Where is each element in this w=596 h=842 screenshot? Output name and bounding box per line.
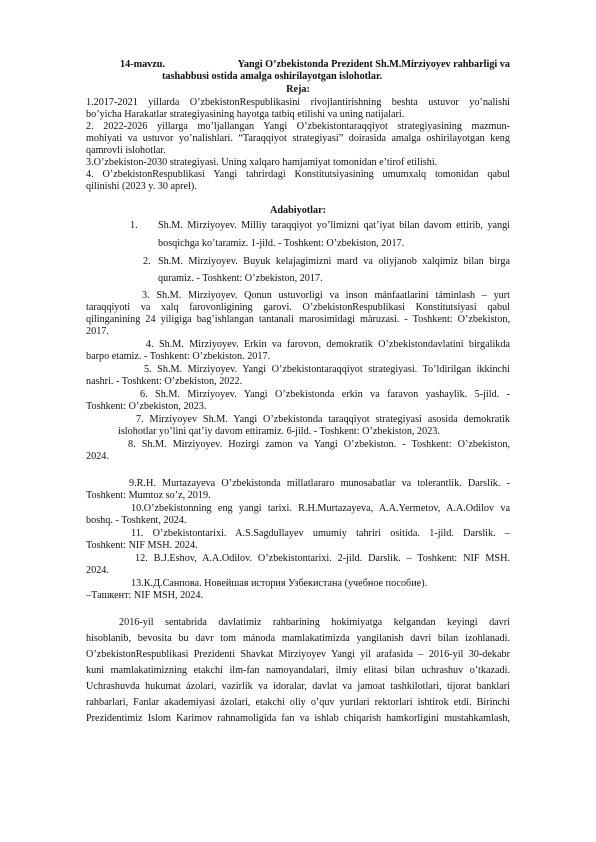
reference-4-line-2: barpo etamiz. - Toshkent: O’zbekiston. 2017. xyxy=(86,351,271,362)
reference-4-line-1: 4. Sh.M. Mirziyoyev. Erkin va farovon, demokratik O’zbekistondavlatini birgalikda xyxy=(146,339,510,350)
reference-3-line-4: 2017. xyxy=(86,326,109,337)
topic-title-line-2: tashabbusi ostida amalga oshirilayotgan islohotlar. xyxy=(162,71,383,82)
reference-11-line-2: Toshkent: NIF MSH. 2024. xyxy=(86,540,198,551)
references-heading: Adabiyotlar: xyxy=(269,205,327,216)
plan-item-1-line-1: 1.2017-2021 yillarda O’zbekistonRespublikasini rivojlantirishning beshta ustuvor yo’nalishi xyxy=(86,97,510,108)
reference-11-line-1: 11. O’zbekistontarixi. A.S.Sagdullayev umumiy tahriri ositida. 1-jild. Darslik. – xyxy=(131,528,510,539)
plan-item-3-line-1: 3.O’zbekiston-2030 strategiyasi. Uning xalqaro hamjamiyat tomonidan e’tirof etilishi. xyxy=(86,157,438,168)
body-paragraph-line-1: 2016-yil sentabrida davlatimiz rahbarining hokimiyatga kelgandan keyingi davri xyxy=(119,617,510,628)
reference-12-line-2: 2024. xyxy=(86,565,109,576)
body-paragraph-line-3: O’zbekistonRespublikasi Prezidenti Shavkat Mirziyoyev Yangi yil arafasida – 2016-yil 30-dekabr xyxy=(86,649,510,660)
reference-10-line-2: boshq. - Toshkent, 2024. xyxy=(86,515,187,526)
body-paragraph-line-6: rahbarlari, Fanlar akademiyasi ázolari, etakchi oliy o’quv yurtlari rektorlari ishtirok etdi. Birinchi xyxy=(86,697,510,708)
plan-item-2-line-2: mohiyati va ustuvor yo’nalishlari. “Taraqqiyot strategiyasi” doirasida amalga oshirilayotgan keng xyxy=(86,133,510,144)
reference-7-line-2: islohotlar yo’lini qat’iy davom ettiramiz. 6-jild. - Toshkent: O’zbekiston, 2023. xyxy=(118,426,440,437)
body-paragraph-line-5: Uchrashuvda hukumat ázolari, vazirlik va idoralar, davlat va jamoat tashkilotlari, tijorat banklari xyxy=(86,681,510,692)
reference-7-line-1: 7. Mirziyoyev Sh.M. Yangi O’zbekistonda taraqqiyot strategiyasi asosida demokratik xyxy=(136,414,510,425)
reference-13-line-2: –Ташкент: NIF MSH, 2024. xyxy=(86,590,203,601)
topic-title-line-1: Yangi O’zbekistonda Prezident Sh.M.Mirziyoyev rahbarligi va xyxy=(237,59,510,70)
reference-3-line-3: qilinganining 24 yiligiga bag’ishlangan tantanali marosimidagi màruzasi. - Toshkent: O’zbekiston, xyxy=(86,314,510,325)
body-paragraph-line-7: Prezidentimiz Islom Karimov rahnamoligida fan va ishlab chiqarish hamkorligini mustahkamlash, xyxy=(86,713,510,724)
reference-1-number: 1. xyxy=(130,220,138,231)
reference-1-line-2: bosqichga ko’taramiz. 1-jild. - Toshkent: O’zbekiston, 2017. xyxy=(158,238,405,249)
reference-8-line-2: 2024. xyxy=(86,451,109,462)
reference-13-line-1: 13.К.Д.Санпова. Новейшая история Узбекистана (учебное пособие). xyxy=(131,578,428,589)
reference-9-line-2: Toshkent: Mumtoz so’z, 2019. xyxy=(86,490,211,501)
plan-item-2-line-1: 2. 2022-2026 yillarga mo’ljallangan Yangi O’zbekistontaraqqiyot strategiyasining mazmun- xyxy=(86,121,510,132)
reference-6-line-1: 6. Sh.M. Mirziyoyev. Yangi O’zbekistonda erkin va faravon yashaylik. 5-jild. - xyxy=(140,389,510,400)
reference-12-line-1: 12. B.J.Eshov, A.A.Odilov. O’zbekistontarixi. 2-jild. Darslik. – Toshkent: NIF MSH. xyxy=(135,553,510,564)
reference-8-line-1: 8. Sh.M. Mirziyoyev. Hozirgi zamon va Yangi O’zbekiston. - Toshkent: O’zbekiston, xyxy=(128,439,510,450)
reference-10-line-1: 10.O’zbekistonning eng yangi tarixi. R.H.Murtazayeva, A.A.Yermetov, A.A.Odilov va xyxy=(131,503,510,514)
plan-item-4-line-2: qilinishi (2023 y. 30 aprel). xyxy=(86,181,197,192)
reference-3-line-2: taraqqiyoti va xalq farovonligining garovi. O’zbekistonRespublikasi Konstitutsiyasi qabul xyxy=(86,302,510,313)
body-paragraph-line-4: kuni mamlakatimizning etakchi ilm-fan namoyandalari, ilmiy elitasi bilan uchrashuv o’tkazadi. xyxy=(86,665,510,676)
reference-5-line-2: nashri. - Toshkent: O’zbekiston, 2022. xyxy=(86,376,243,387)
reference-9-line-1: 9.R.H. Murtazayeva O’zbekistonda millatlararo munosabatlar va tolerantlik. Darslik. - xyxy=(129,478,510,489)
plan-item-4-line-1: 4. O’zbekistonRespublikasi Yangi tahrirdagi Konstitutsiyasining umumxalq tomonidan qabul xyxy=(86,169,510,180)
plan-item-1-line-2: bo’yicha Harakatlar strategiyasining hayotga tatbiq etilishi va uning natijalari. xyxy=(86,109,405,120)
plan-item-2-line-3: qamrovli islohotlar. xyxy=(86,145,166,156)
reference-5-line-1: 5. Sh.M. Mirziyoyev. Yangi O’zbekistontaraqqiyot strategiyasi. To’ldirilgan ikkinchi xyxy=(144,364,510,375)
reference-2-number: 2. xyxy=(143,256,151,267)
reference-3-line-1: 3. Sh.M. Mirziyoyev. Qonun ustuvorligi va inson mánfaatlarini táminlash – yurt xyxy=(142,290,510,301)
topic-number: 14-mavzu. xyxy=(120,59,165,70)
body-paragraph-line-2: hisoblanib, bevosita bu davr tom mánoda mamlakatimizda yangilanish davri bilan izohlanadi. xyxy=(86,633,510,644)
reference-6-line-2: Toshkent: O’zbekiston, 2023. xyxy=(86,401,207,412)
plan-heading: Reja: xyxy=(286,84,310,95)
reference-1-line-1: Sh.M. Mirziyoyev. Milliy taraqqiyot yo’limizni qat’iyat bilan davom ettirib, yangi xyxy=(158,220,510,231)
reference-2-line-2: quramiz. - Toshkent: O’zbekiston, 2017. xyxy=(158,273,323,284)
reference-2-line-1: Sh.M. Mirziyoyev. Buyuk kelajagimizni mard va oliyjanob xalqimiz bilan birga xyxy=(158,256,510,267)
